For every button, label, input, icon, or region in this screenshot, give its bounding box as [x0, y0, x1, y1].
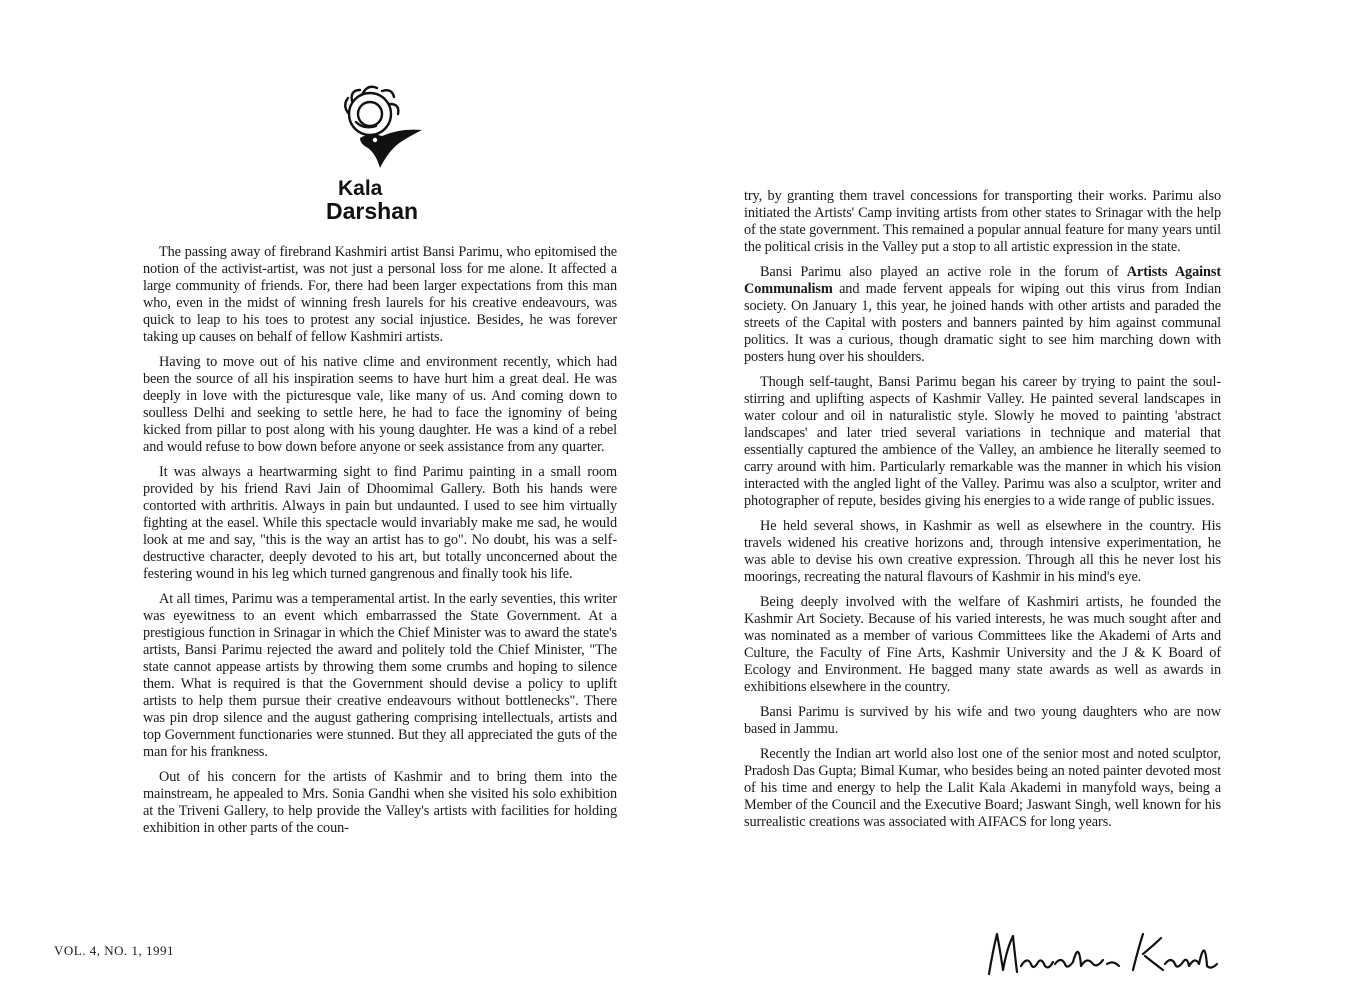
paragraph-text: and made fervent appeals for wiping out this virus from Indian society. On January 1, this year, he joined hands with other artists and paraded the streets of the Capital with posters and banners painted by him against communal politics. It was a curious, though dramatic sight to see him marching down with posters hung over his shoulders.	[744, 281, 1221, 365]
paragraph: Bansi Parimu is survived by his wife and two young daughters who are now based in Jammu.	[744, 704, 1221, 737]
forum-name: Artists Against Communalism	[744, 264, 1221, 297]
paragraph: Being deeply involved with the welfare of Kashmiri artists, he founded the Kashmir Art Society. Because of his varied interests, he was much sought after and was nominated as a member of various Committees like the Akademi of Arts and Culture, the Faculty of Fine Arts, Kashmir University and the J & K Board of Ecology and Environment. He bagged many state awards as well as awards in exhibitions elsewhere in the country.	[744, 594, 1221, 695]
kala-darshan-logo-icon	[330, 82, 430, 172]
right-column	[744, 188, 1221, 839]
masthead-title	[326, 178, 436, 222]
paragraph: The passing away of firebrand Kashmiri artist Bansi Parimu, who epitomised the notion of the activist-artist, was not just a personal loss for me alone. It affected a large community of friends. For, there had been larger expectations from this man who, even in the midst of winning fresh laurels for his creative endeavours, was quick to leap to his toes to protest any social injustice. Besides, he was forever taking up causes on behalf of fellow Kashmiri artists.	[143, 244, 617, 345]
paragraph: He held several shows, in Kashmir as well as elsewhere in the country. His travels widened his creative horizons and, through intensive experimentation, he was able to devise his own creative expression. Through all this he never lost his moorings, recreating the natural flavours of Kashmir in his mind's eye.	[744, 518, 1221, 585]
left-column	[143, 244, 617, 845]
masthead-line-1: Kala	[338, 177, 383, 200]
volume-footer: VOL. 4, NO. 1, 1991	[54, 943, 174, 958]
paragraph: Out of his concern for the artists of Kashmir and to bring them into the mainstream, he appealed to Mrs. Sonia Gandhi when she visited his solo exhibition at the Triveni Gallery, to help provide the Valley's artists with facilities for holding exhibition in other parts of the coun-	[143, 769, 617, 836]
paragraph: At all times, Parimu was a temperamental artist. In the early seventies, this writer was eyewitness to an event which embarrassed the State Government. At a prestigious function in Srinagar in which the Chief Minister was to award the state's artists, Bansi Parimu rejected the award and politely told the Chief Minister, "The state cannot appease artists by throwing them some crumbs and hoping to silence them. What is required is that the Government should devise a policy to uplift artists to help them pursue their creative endeavours without bottlenecks". There was pin drop silence and the august gathering comprising intellectuals, artists and top Government functionaries were stunned. But they all appreciated the guts of the man for his frankness.	[143, 591, 617, 760]
masthead-line-2: Darshan	[326, 198, 419, 224]
paragraph-text: Bansi Parimu also played an active role in the forum of	[760, 264, 1127, 280]
paragraph: Though self-taught, Bansi Parimu began his career by trying to paint the soul-stirring and uplifting aspects of Kashmir Valley. He painted several landscapes in water colour and oil in naturalistic style. Slowly he moved to painting 'abstract landscapes' and later tried several variations in technique and material that essentially captured the ambience of the Valley, an ambience he literally seemed to carry around with him. Particularly remarkable was the manner in which his vision interacted with the angled light of the Valley. Parimu was also a sculptor, writer and photographer of repute, besides giving his energies to a wide range of public issues.	[744, 374, 1221, 509]
signature	[983, 926, 1223, 982]
paragraph-continuation: try, by granting them travel concessions for transporting their works. Parimu also initiated the Artists' Camp inviting artists from other states to Srinagar with the help of the state government. This remained a popular annual feature for many years until the political crisis in the Valley put a stop to all artistic expression in the state.	[744, 188, 1221, 255]
paragraph	[744, 264, 1221, 366]
paragraph: Having to move out of his native clime and environment recently, which had been the source of all his inspiration seems to have hurt him a great deal. He was deeply in love with the picturesque vale, like many of us. And coming down to soulless Delhi and seeking to settle here, he had to face the ignominy of being kicked from pillar to post along with his young daughter. He was a kind of a rebel and would refuse to bow down before anyone or seek assistance from any quarter.	[143, 354, 617, 455]
paragraph: It was always a heartwarming sight to find Parimu painting in a small room provided by his friend Ravi Jain of Dhoomimal Gallery. Both his hands were contorted with arthritis. Always in pain but undaunted. I used to see him virtually fighting at the easel. While this spectacle would invariably make me sad, he would look at me and say, "this is the way an artist has to go". No doubt, his was a self-destructive character, deeply devoted to his art, but totally unconcerned about the festering wound in his leg which turned gangrenous and finally took his life.	[143, 464, 617, 582]
paragraph: Recently the Indian art world also lost one of the senior most and noted sculptor, Pradosh Das Gupta; Bimal Kumar, who besides being an noted painter devoted most of his time and energy to help the Lalit Kala Akademi in manyfold ways, being a Member of the Council and the Executive Board; Jaswant Singh, well known for his surrealistic creations was associated with AIFACS for long years.	[744, 746, 1221, 830]
